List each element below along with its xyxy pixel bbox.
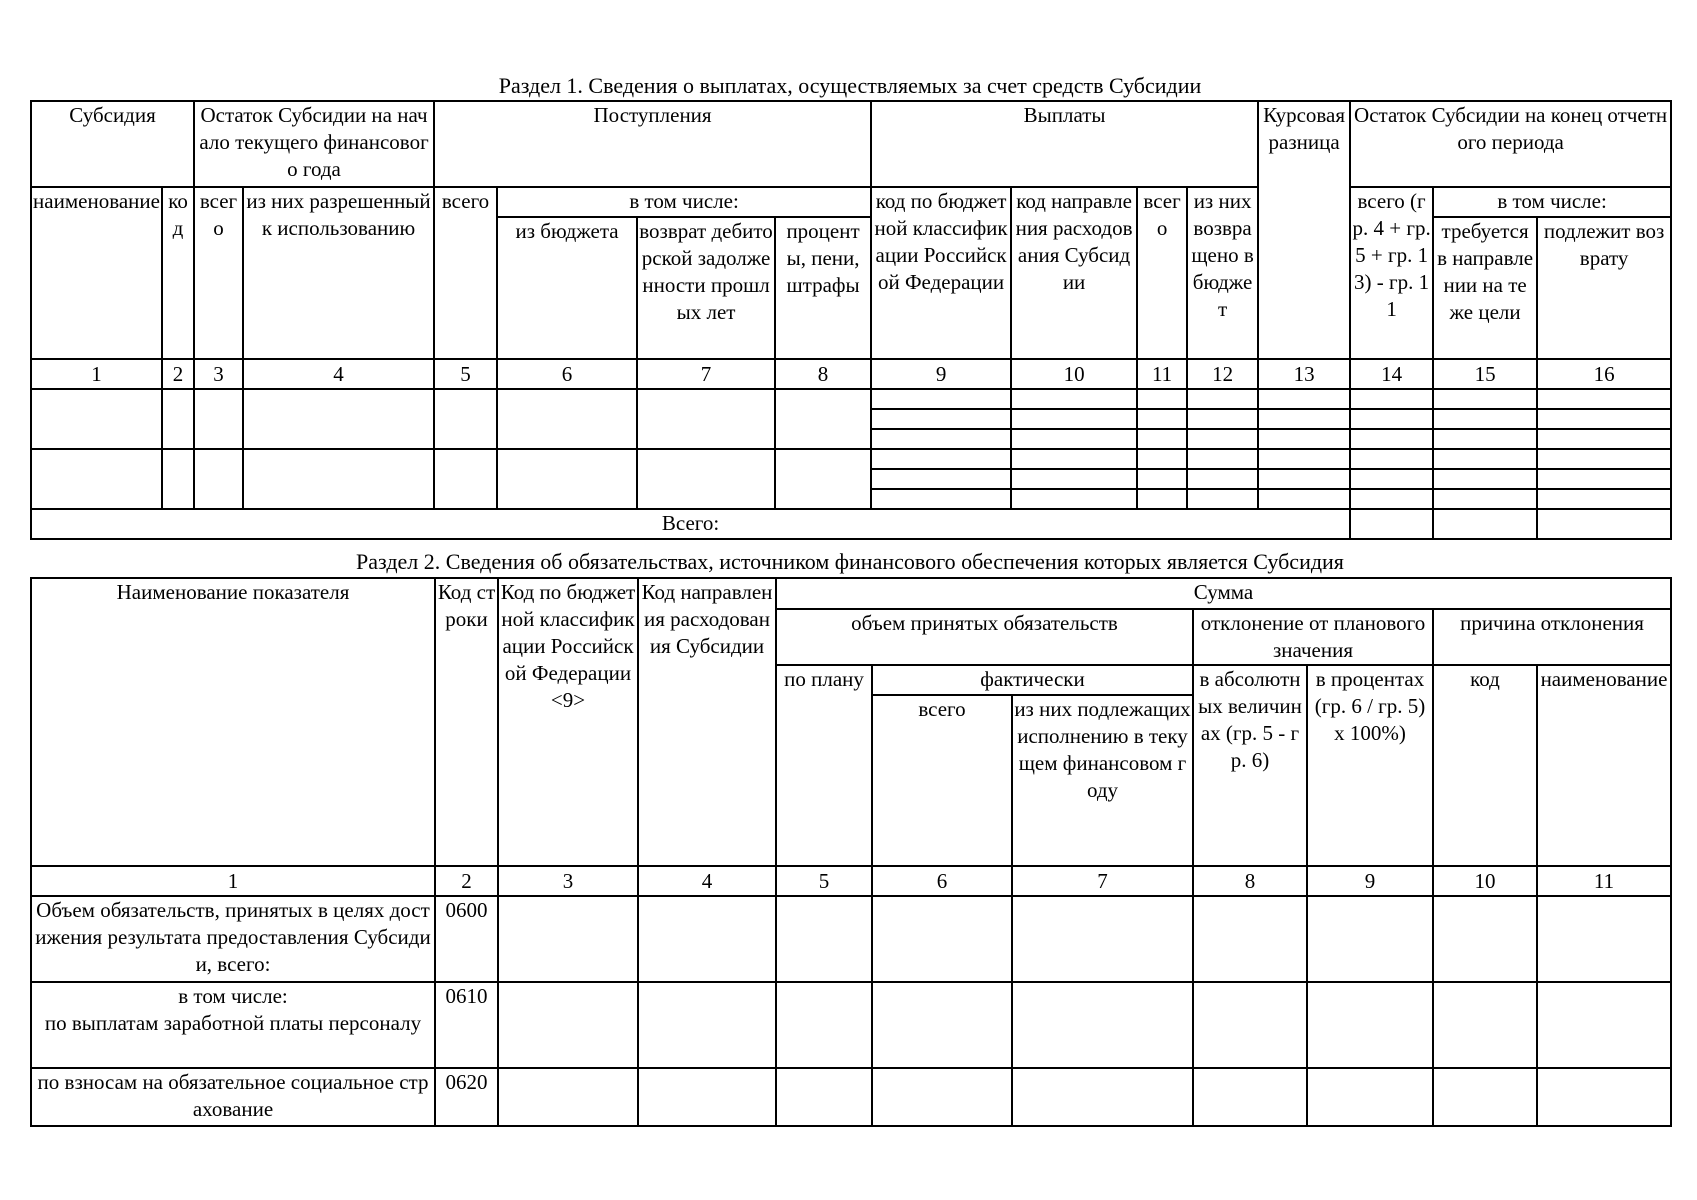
column-number: 4 [638,866,776,896]
column-number: 4 [243,359,434,389]
row-line-code: 0610 [435,982,498,1068]
cell-bcc-code[interactable] [871,489,1011,509]
header-actual-total: всего [872,695,1012,866]
header-subsidy-name: наименование [31,187,162,359]
cell-reason-name[interactable] [1537,982,1671,1068]
cell-payments-total[interactable] [1137,389,1187,409]
cell-exchange-diff[interactable] [1258,429,1350,449]
column-number: 12 [1187,359,1258,389]
cell-deviation-percent[interactable] [1307,982,1433,1068]
cell-payments-total[interactable] [1137,489,1187,509]
cell-returned[interactable] [1187,429,1258,449]
cell-to-return[interactable] [1537,409,1671,429]
header-start-allowed: из них разрешенный к использованию [243,187,434,359]
cell-reason-code[interactable] [1433,982,1537,1068]
cell-exchange-diff[interactable] [1258,449,1350,469]
cell-interest[interactable] [775,449,871,509]
header-subsidy-code: код [162,187,194,359]
cell-direction-code[interactable] [638,1068,776,1126]
cell-returned[interactable] [1187,469,1258,489]
column-number: 9 [1307,866,1433,896]
column-number: 6 [497,359,637,389]
column-number: 5 [434,359,497,389]
cell-bcc-code[interactable] [871,409,1011,429]
cell-receipts-total[interactable] [434,449,497,509]
cell-subsidy-code[interactable] [162,389,194,449]
header-percent: в процентах (гр. 6 / гр. 5) x 100%) [1307,665,1433,866]
header-receipts: Поступления [434,101,871,187]
cell-direction-code[interactable] [638,982,776,1068]
cell-receipts-total[interactable] [434,389,497,449]
column-number: 10 [1433,866,1537,896]
section-1-title: Раздел 1. Сведения о выплатах, осуществляемых за счет средств Субсидии [498,73,1202,98]
header-absolute: в абсолютных величинах (гр. 5 - гр. 6) [1193,665,1307,866]
column-number: 3 [498,866,638,896]
section-1-table [30,100,1672,540]
cell-actual-total[interactable] [872,982,1012,1068]
cell-end-total[interactable] [1350,489,1433,509]
cell-bcc-code[interactable] [871,449,1011,469]
cell-direction-code[interactable] [1011,429,1137,449]
header-reason-name: наименование [1537,665,1671,866]
row-indicator-name: Объем обязательств, принятых в целях достижения результата предоставления Субсидии, всего: [31,896,435,982]
header-start-balance: Остаток Субсидии на начало текущего финансового года [194,101,434,187]
cell-debt-return[interactable] [637,389,775,449]
column-number: 8 [775,359,871,389]
cell-direction-code[interactable] [1011,489,1137,509]
cell-from-budget[interactable] [497,389,637,449]
column-number: 3 [194,359,243,389]
cell-reason-code[interactable] [1433,1068,1537,1126]
cell-returned[interactable] [1187,489,1258,509]
header-subsidy: Субсидия [31,101,194,187]
cell-deviation-absolute[interactable] [1193,982,1307,1068]
cell-to-return[interactable] [1537,389,1671,409]
cell-subsidy-name[interactable] [31,389,162,449]
cell-actual-total[interactable] [872,1068,1012,1126]
cell-to-return[interactable] [1537,489,1671,509]
cell-payments-total[interactable] [1137,409,1187,429]
cell-start-allowed[interactable] [243,389,434,449]
cell-returned[interactable] [1187,409,1258,429]
header-to-return: подлежит возврату [1537,217,1671,359]
header-bcc-code: Код по бюджетной классификации Российской Федерации <9> [498,578,638,866]
cell-to-return[interactable] [1537,449,1671,469]
column-number: 9 [871,359,1011,389]
cell-start-allowed[interactable] [243,449,434,509]
header-receipts-including: в том числе: [497,187,871,217]
column-number: 1 [31,866,435,896]
column-number: 10 [1011,359,1137,389]
cell-to-return[interactable] [1537,429,1671,449]
column-number: 5 [776,866,872,896]
header-direction-code: код направления расходования Субсидии [1011,187,1137,359]
header-interest: проценты, пени, штрафы [775,217,871,359]
cell-returned[interactable] [1187,389,1258,409]
header-end-balance: Остаток Субсидии на конец отчетного периода [1350,101,1671,187]
cell-direction-code[interactable] [1011,409,1137,429]
column-number: 1 [31,359,162,389]
cell-end-total[interactable] [1350,409,1433,429]
column-number: 2 [162,359,194,389]
header-deviation: отклонение от планового значения [1193,609,1433,665]
cell-direction-code[interactable] [1011,449,1137,469]
column-number: 11 [1137,359,1187,389]
cell-reason-name[interactable] [1537,896,1671,982]
header-required-same-purpose: требуется в направлении на те же цели [1433,217,1537,359]
cell-by-plan[interactable] [776,1068,872,1126]
cell-deviation-absolute[interactable] [1193,1068,1307,1126]
cell-direction-code[interactable] [1011,469,1137,489]
cell-reason-name[interactable] [1537,1068,1671,1126]
cell-deviation-absolute[interactable] [1193,896,1307,982]
table-row [31,896,1671,982]
header-actual-current-year: из них подлежащих исполнению в текущем финансовом году [1012,695,1193,866]
header-debt-return: возврат дебиторской задолженности прошлых лет [637,217,775,359]
header-indicator-name: Наименование показателя [31,578,435,866]
cell-exchange-diff[interactable] [1258,389,1350,409]
row-indicator-name: в том числе: по выплатам заработной платы персоналу [31,982,435,1068]
cell-reason-code[interactable] [1433,896,1537,982]
cell-payments-total[interactable] [1137,469,1187,489]
cell-same-purpose[interactable] [1433,449,1537,469]
section-2-table [30,577,1672,1127]
header-end-total: всего (гр. 4 + гр. 5 + гр. 13) - гр. 11 [1350,187,1433,359]
header-bcc-code: код по бюджетной классификации Российской Федерации [871,187,1011,359]
header-from-budget: из бюджета [497,217,637,359]
header-returned-to-budget: из них возвращено в бюджет [1187,187,1258,359]
header-direction-code: Код направления расходования Субсидии [638,578,776,866]
header-line-code: Код строки [435,578,498,866]
total-end-balance[interactable] [1350,509,1433,539]
table-row [31,982,1671,1068]
header-payments: Выплаты [871,101,1258,187]
cell-exchange-diff[interactable] [1258,409,1350,429]
cell-payments-total[interactable] [1137,449,1187,469]
row-indicator-name: по взносам на обязательное социальное страхование [31,1068,435,1126]
table-row [31,1068,1671,1126]
section-2-title: Раздел 2. Сведения об обязательствах, источником финансового обеспечения которых является Субсидия [356,549,1344,574]
cell-by-plan[interactable] [776,896,872,982]
cell-bcc-code[interactable] [871,429,1011,449]
cell-bcc-code[interactable] [871,389,1011,409]
cell-end-total[interactable] [1350,449,1433,469]
header-accepted-volume: объем принятых обязательств [776,609,1193,665]
cell-same-purpose[interactable] [1433,389,1537,409]
cell-interest[interactable] [775,389,871,449]
cell-exchange-diff[interactable] [1258,469,1350,489]
cell-bcc-code[interactable] [498,982,638,1068]
column-number: 7 [1012,866,1193,896]
cell-direction-code[interactable] [1011,389,1137,409]
cell-same-purpose[interactable] [1433,429,1537,449]
column-number: 6 [872,866,1012,896]
column-number: 13 [1258,359,1350,389]
column-number: 14 [1350,359,1433,389]
column-number: 8 [1193,866,1307,896]
cell-subsidy-name[interactable] [31,449,162,509]
cell-debt-return[interactable] [637,449,775,509]
cell-by-plan[interactable] [776,982,872,1068]
header-reason-code: код [1433,665,1537,866]
column-number: 15 [1433,359,1537,389]
cell-actual-current-year[interactable] [1012,1068,1193,1126]
row-line-code: 0620 [435,1068,498,1126]
header-sum: Сумма [776,578,1671,609]
cell-exchange-diff[interactable] [1258,489,1350,509]
cell-subsidy-code[interactable] [162,449,194,509]
header-end-including: в том числе: [1433,187,1671,217]
header-payments-total: всего [1137,187,1187,359]
header-deviation-reason: причина отклонения [1433,609,1671,665]
total-same-purpose[interactable] [1433,509,1537,539]
header-receipts-total: всего [434,187,497,359]
cell-deviation-percent[interactable] [1307,896,1433,982]
cell-direction-code[interactable] [638,896,776,982]
column-number: 7 [637,359,775,389]
column-number: 2 [435,866,498,896]
cell-actual-total[interactable] [872,896,1012,982]
cell-bcc-code[interactable] [498,896,638,982]
header-start-total: всего [194,187,243,359]
cell-start-total[interactable] [194,449,243,509]
column-number: 16 [1537,359,1671,389]
cell-returned[interactable] [1187,449,1258,469]
total-to-return[interactable] [1537,509,1671,539]
header-by-plan: по плану [776,665,872,866]
cell-actual-current-year[interactable] [1012,896,1193,982]
cell-to-return[interactable] [1537,469,1671,489]
cell-bcc-code[interactable] [498,1068,638,1126]
row-line-code: 0600 [435,896,498,982]
cell-payments-total[interactable] [1137,429,1187,449]
cell-same-purpose[interactable] [1433,469,1537,489]
cell-from-budget[interactable] [497,449,637,509]
cell-bcc-code[interactable] [871,469,1011,489]
cell-end-total[interactable] [1350,429,1433,449]
cell-start-total[interactable] [194,389,243,449]
header-exchange-difference: Курсовая разница [1258,101,1350,359]
cell-deviation-percent[interactable] [1307,1068,1433,1126]
cell-end-total[interactable] [1350,389,1433,409]
cell-same-purpose[interactable] [1433,409,1537,429]
cell-actual-current-year[interactable] [1012,982,1193,1068]
header-actual: фактически [872,665,1193,695]
column-number: 11 [1537,866,1671,896]
total-label: Всего: [31,509,1350,539]
cell-end-total[interactable] [1350,469,1433,489]
cell-same-purpose[interactable] [1433,489,1537,509]
